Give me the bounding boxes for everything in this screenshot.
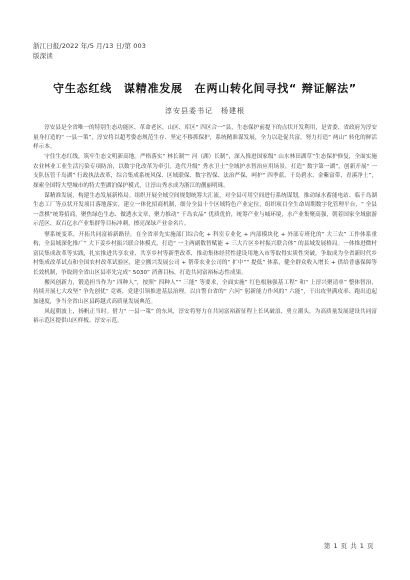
source-line: 浙江日报/2022 年/5 月/13 日/第 003 [33,42,146,50]
paragraph-2: 守住生态红线，筑牢生态文明新高地。严格落实“ 林长制”“ 河（湖）长制”，深入推进国家级“ 山水林田湖草”生态保护修复，全面实施农业林业工业生活污染专项防治，以数字化改革为牵引，迭代升级“ 秀水卫士”全域护水智治应用场景，打造“ 数字第一湖”，创新开展“ 一支队伍管千岛湖” 行政执法改革，综合集成系统风保、区域联保、数字智保、法治严保，呵护“ 四季蓝、千岛碧水、金紫富带、青溪净土”，探索全国特大型城市的特大型湖泊保护模式，让淳山秀水成为浙江的靓丽明珠。 [33,154,377,189]
paragraph-3: 谋精准发展，构建生态发展新格局。组织开展全域空间规划统筹大汇流，对全县可用空间进行系统谋划，推动绿水蓄能电站、临千岛湖生态工厂等点状开发项目落地落实，建立一体化招商机制，细分全县十个区域特色产业定位，组织项目全生命周期数字化管理平台，“ 全县一盘棋”统筹招商，聚焦绿色生态、做透水文章，聚力推动“ 千岛农品” 优质优价，统筹产业与城环境，水产业集聚高强，朝着国家全域旅游示范区、双百亿水产业集群等目标冲刺，擦亮深绿产业金名片。 [33,192,377,228]
paragraph-4: 擘系统变革，开拓共同富裕新路径。在全省率先实施部门综合化 + 科室专业化 + 内部模块化 + 外部专班化的“ 大三农” 工作体系重构，全县域深化推广“ 大下姜乡村振兴联合体模式，打造“ 一主两副数智赋能 + 三大片区乡村振兴联合体” 的县域发展格局。一体推进微村富民集成改革等实践，扎实推进共享农业、共享乡村等新型改革，推动集体经营性建设用地入市等取得实质性突破，争取成为全省新时代乡村集成改革试点和全国农村改革试验区，建立搬兴发展公司 + 帮带农业公司的“ 扩中”“ 提低” 体系，健全群众收入增长 + 供给普惠保障等长效机制，争取到全省山区县率先完成“ 5030” 消薄目标，打造共同富裕标志性成果。 [33,231,377,276]
source-meta [33,41,146,61]
article-title: 守生态红线 谋精准发展 在两山转化间寻找“ 辩证解法” [53,82,357,95]
paragraph-6: 风起朝波上，扬帆正当时。借力“ 一县一策” 的东风，淳安将努力在共同富裕新征程上长风破浪、勇立潮头，为高质量发展建设共同富裕示范区提供山区样板、淳安示范。 [33,308,377,325]
paragraph-5: 搬风创新力，锻造担当作为“ 四种人”，按照“ 四种人”“ 三能” 等要求，全面实施“ 红色根脉强基工程” 和“ 上淳兴聚清单” 整体智治，持续开展七大攻坚“ 争先创优” 竞赛，党建引领推进基层治理，以自警自省的“ 六问” 躬新能力作风的“ 六能”，干出攻坚满攻率、跑出追起加速度，争当全省山区县跨越式高质量发展典范。 [33,279,377,305]
page-number: 第 1 页 共 1 页 [323,542,374,550]
paragraph-1: 淳安县是全省唯一的特别生态功能区、革命老区，山区、库区“ 四区合一”县，生态保护前提下的点状开发利用，是省委、省政府为淳安量身打造的“ 一县一策”，淳安将以超考姿态规范生存、坚定不移抓保护，系统精准谋发展，全力以赴促共富，努力打造“ 两山” 转化的鲜活样示本。 [33,125,377,151]
section-line: 版深读 [33,52,53,60]
article-body [33,124,377,327]
article-author: 淳安县委书记 杨建根 [165,107,245,115]
